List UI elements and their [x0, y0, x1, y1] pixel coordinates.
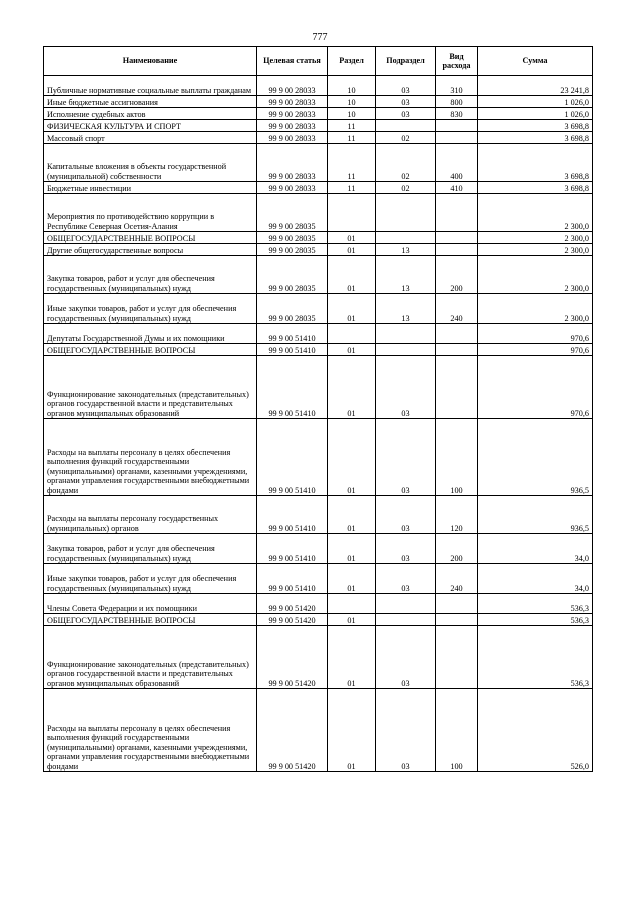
cell-amount: 936,5	[478, 419, 593, 496]
cell-target: 99 9 00 51410	[257, 419, 328, 496]
table-row	[44, 626, 593, 689]
table-row	[44, 232, 593, 244]
cell-target: 99 9 00 28033	[257, 182, 328, 194]
cell-amount: 536,3	[478, 594, 593, 614]
cell-expense-type	[436, 626, 478, 689]
cell-subsection: 03	[376, 626, 436, 689]
table-row	[44, 534, 593, 564]
budget-table	[43, 46, 593, 772]
cell-target: 99 9 00 28033	[257, 132, 328, 144]
cell-subsection: 13	[376, 244, 436, 256]
header-subsection: Подраздел	[376, 47, 436, 76]
table-row	[44, 76, 593, 96]
table-row	[44, 564, 593, 594]
cell-subsection	[376, 324, 436, 344]
cell-name: ОБЩЕГОСУДАРСТВЕННЫЕ ВОПРОСЫ	[44, 614, 257, 626]
cell-name: Закупка товаров, работ и услуг для обеспечения государственных (муниципальных) нужд	[44, 256, 257, 294]
cell-section: 10	[328, 76, 376, 96]
cell-expense-type	[436, 132, 478, 144]
cell-section: 01	[328, 356, 376, 419]
cell-name: Расходы на выплаты персоналу в целях обеспечения выполнения функций государственными (муниципальными) органами, казенными учреждениями, органами управления государственными внебюджетными фондами	[44, 689, 257, 772]
cell-subsection: 02	[376, 144, 436, 182]
cell-expense-type	[436, 244, 478, 256]
cell-amount: 1 026,0	[478, 96, 593, 108]
cell-amount: 2 300,0	[478, 256, 593, 294]
cell-section	[328, 594, 376, 614]
table-row	[44, 96, 593, 108]
cell-target: 99 9 00 28035	[257, 194, 328, 232]
cell-expense-type: 120	[436, 496, 478, 534]
cell-name: Депутаты Государственной Думы и их помощники	[44, 324, 257, 344]
cell-name: Капитальные вложения в объекты государственной (муниципальной) собственности	[44, 144, 257, 182]
cell-target: 99 9 00 51420	[257, 626, 328, 689]
cell-expense-type: 830	[436, 108, 478, 120]
cell-section: 01	[328, 294, 376, 324]
header-expense-type: Вид расхода	[436, 47, 478, 76]
cell-subsection: 03	[376, 689, 436, 772]
cell-target: 99 9 00 28033	[257, 108, 328, 120]
cell-amount: 2 300,0	[478, 294, 593, 324]
cell-target: 99 9 00 51410	[257, 344, 328, 356]
cell-name: Закупка товаров, работ и услуг для обеспечения государственных (муниципальных) нужд	[44, 534, 257, 564]
cell-target: 99 9 00 28033	[257, 96, 328, 108]
cell-amount: 3 698,8	[478, 132, 593, 144]
cell-amount: 1 026,0	[478, 108, 593, 120]
cell-section: 01	[328, 256, 376, 294]
cell-target: 99 9 00 51410	[257, 564, 328, 594]
cell-subsection	[376, 194, 436, 232]
cell-amount: 2 300,0	[478, 232, 593, 244]
cell-target: 99 9 00 28035	[257, 232, 328, 244]
cell-amount: 34,0	[478, 534, 593, 564]
cell-section	[328, 324, 376, 344]
table-row	[44, 689, 593, 772]
cell-amount: 936,5	[478, 496, 593, 534]
table-header-row	[44, 47, 593, 76]
header-name: Наименование	[44, 47, 257, 76]
cell-subsection: 03	[376, 496, 436, 534]
cell-expense-type: 410	[436, 182, 478, 194]
cell-subsection: 03	[376, 356, 436, 419]
cell-subsection: 02	[376, 132, 436, 144]
cell-subsection	[376, 232, 436, 244]
cell-name: Исполнение судебных актов	[44, 108, 257, 120]
cell-expense-type: 400	[436, 144, 478, 182]
cell-target: 99 9 00 28033	[257, 76, 328, 96]
table-row	[44, 496, 593, 534]
cell-target: 99 9 00 51410	[257, 534, 328, 564]
cell-target: 99 9 00 51410	[257, 356, 328, 419]
cell-name: Мероприятия по противодействию коррупции в Республике Северная Осетия-Алания	[44, 194, 257, 232]
cell-subsection: 03	[376, 108, 436, 120]
cell-expense-type	[436, 232, 478, 244]
cell-expense-type	[436, 356, 478, 419]
header-amount: Сумма	[478, 47, 593, 76]
header-section: Раздел	[328, 47, 376, 76]
table-row	[44, 244, 593, 256]
table-row	[44, 356, 593, 419]
cell-amount: 3 698,8	[478, 182, 593, 194]
cell-amount: 2 300,0	[478, 194, 593, 232]
cell-expense-type: 240	[436, 564, 478, 594]
cell-name: ОБЩЕГОСУДАРСТВЕННЫЕ ВОПРОСЫ	[44, 232, 257, 244]
cell-expense-type	[436, 120, 478, 132]
cell-subsection: 13	[376, 294, 436, 324]
cell-section: 01	[328, 626, 376, 689]
cell-section: 01	[328, 564, 376, 594]
page-number: 777	[312, 32, 328, 43]
cell-name: Члены Совета Федерации и их помощники	[44, 594, 257, 614]
cell-amount: 536,3	[478, 626, 593, 689]
table-row	[44, 182, 593, 194]
cell-expense-type	[436, 324, 478, 344]
cell-amount: 34,0	[478, 564, 593, 594]
cell-amount: 526,0	[478, 689, 593, 772]
cell-amount: 970,6	[478, 344, 593, 356]
cell-expense-type	[436, 344, 478, 356]
cell-section: 01	[328, 614, 376, 626]
table-row	[44, 324, 593, 344]
table-row	[44, 419, 593, 496]
cell-section: 01	[328, 534, 376, 564]
cell-expense-type: 310	[436, 76, 478, 96]
cell-name: Иные закупки товаров, работ и услуг для обеспечения государственных (муниципальных) нужд	[44, 294, 257, 324]
cell-expense-type: 800	[436, 96, 478, 108]
cell-subsection: 02	[376, 182, 436, 194]
table-row	[44, 144, 593, 182]
cell-section: 01	[328, 496, 376, 534]
cell-amount: 23 241,8	[478, 76, 593, 96]
header-target: Целевая статья	[257, 47, 328, 76]
cell-subsection: 03	[376, 534, 436, 564]
cell-section: 10	[328, 108, 376, 120]
cell-target: 99 9 00 28033	[257, 120, 328, 132]
cell-expense-type: 240	[436, 294, 478, 324]
cell-name: Другие общегосударственные вопросы	[44, 244, 257, 256]
table-row	[44, 108, 593, 120]
cell-section: 11	[328, 132, 376, 144]
table-row	[44, 256, 593, 294]
cell-section: 01	[328, 244, 376, 256]
cell-section: 11	[328, 144, 376, 182]
table-row	[44, 194, 593, 232]
cell-name: Функционирование законодательных (представительных) органов государственной власти и представительных органов муниципальных образований	[44, 356, 257, 419]
cell-expense-type	[436, 614, 478, 626]
cell-amount: 970,6	[478, 356, 593, 419]
cell-name: Публичные нормативные социальные выплаты гражданам	[44, 76, 257, 96]
cell-section	[328, 194, 376, 232]
cell-name: Функционирование законодательных (представительных) органов государственной власти и представительных органов муниципальных образований	[44, 626, 257, 689]
cell-subsection	[376, 594, 436, 614]
cell-target: 99 9 00 28035	[257, 244, 328, 256]
cell-amount: 970,6	[478, 324, 593, 344]
cell-name: ФИЗИЧЕСКАЯ КУЛЬТУРА И СПОРТ	[44, 120, 257, 132]
cell-target: 99 9 00 28035	[257, 294, 328, 324]
table-row	[44, 120, 593, 132]
cell-expense-type: 100	[436, 419, 478, 496]
cell-subsection	[376, 614, 436, 626]
cell-target: 99 9 00 51420	[257, 614, 328, 626]
cell-expense-type	[436, 194, 478, 232]
cell-name: Иные бюджетные ассигнования	[44, 96, 257, 108]
cell-section: 01	[328, 419, 376, 496]
cell-amount: 3 698,8	[478, 120, 593, 132]
cell-section: 10	[328, 96, 376, 108]
cell-section: 01	[328, 344, 376, 356]
cell-subsection	[376, 120, 436, 132]
table-row	[44, 294, 593, 324]
cell-name: Расходы на выплаты персоналу государственных (муниципальных) органов	[44, 496, 257, 534]
cell-subsection: 03	[376, 96, 436, 108]
cell-section: 01	[328, 689, 376, 772]
cell-subsection: 03	[376, 419, 436, 496]
cell-section: 01	[328, 232, 376, 244]
cell-subsection: 13	[376, 256, 436, 294]
cell-target: 99 9 00 28033	[257, 144, 328, 182]
cell-section: 11	[328, 182, 376, 194]
cell-subsection: 03	[376, 564, 436, 594]
cell-section: 11	[328, 120, 376, 132]
cell-amount: 2 300,0	[478, 244, 593, 256]
cell-name: Массовый спорт	[44, 132, 257, 144]
cell-name: Иные закупки товаров, работ и услуг для обеспечения государственных (муниципальных) нужд	[44, 564, 257, 594]
cell-name: Бюджетные инвестиции	[44, 182, 257, 194]
table-row	[44, 594, 593, 614]
cell-subsection: 03	[376, 76, 436, 96]
cell-subsection	[376, 344, 436, 356]
cell-target: 99 9 00 51420	[257, 689, 328, 772]
cell-expense-type: 200	[436, 256, 478, 294]
cell-name: Расходы на выплаты персоналу в целях обеспечения выполнения функций государственными (муниципальными) органами, казенными учреждениями, органами управления государственными внебюджетными фондами	[44, 419, 257, 496]
cell-amount: 536,3	[478, 614, 593, 626]
cell-amount: 3 698,8	[478, 144, 593, 182]
cell-expense-type: 100	[436, 689, 478, 772]
cell-target: 99 9 00 51410	[257, 496, 328, 534]
cell-target: 99 9 00 51420	[257, 594, 328, 614]
cell-name: ОБЩЕГОСУДАРСТВЕННЫЕ ВОПРОСЫ	[44, 344, 257, 356]
cell-target: 99 9 00 28035	[257, 256, 328, 294]
table-row	[44, 614, 593, 626]
table-row	[44, 132, 593, 144]
cell-expense-type	[436, 594, 478, 614]
cell-expense-type: 200	[436, 534, 478, 564]
cell-target: 99 9 00 51410	[257, 324, 328, 344]
table-row	[44, 344, 593, 356]
